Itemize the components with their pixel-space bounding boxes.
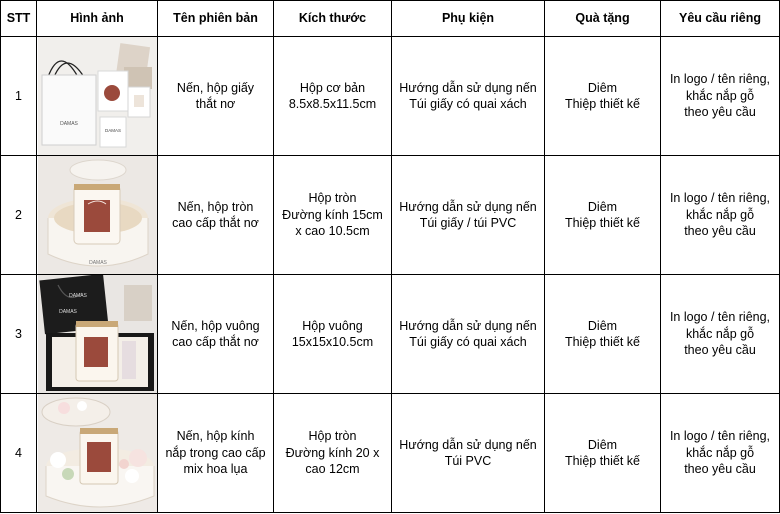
row-size: Hộp tròn Đường kính 20 x cao 12cm [274, 394, 392, 513]
svg-text:DAMAS: DAMAS [68, 293, 87, 299]
header-stt: STT [1, 1, 37, 37]
row-accessories: Hướng dẫn sử dụng nến Túi giấy có quai xách [392, 37, 545, 156]
product-photo-glass-box [38, 394, 157, 512]
header-size: Kích thước [274, 1, 392, 37]
row-image-cell [37, 275, 158, 394]
product-photo-paper-box [38, 37, 157, 155]
table-row [1, 37, 780, 156]
row-size: Hộp tròn Đường kính 15cm x cao 10.5cm [274, 156, 392, 275]
row-requests: In logo / tên riêng, khắc nắp gỗ theo yêu cầu [661, 275, 780, 394]
table-row [1, 275, 780, 394]
row-stt: 4 [1, 394, 37, 513]
row-image-cell [37, 37, 158, 156]
row-stt: 1 [1, 37, 37, 156]
row-name: Nến, hộp giấy thắt nơ [158, 37, 274, 156]
row-size: Hộp vuông 15x15x10.5cm [274, 275, 392, 394]
row-gifts: Diêm Thiệp thiết kế [545, 275, 661, 394]
table-row [1, 156, 780, 275]
product-photo-square-box [38, 275, 157, 393]
header-image: Hình ảnh [37, 1, 158, 37]
row-requests: In logo / tên riêng, khắc nắp gỗ theo yêu cầu [661, 37, 780, 156]
header-gifts: Quà tặng [545, 1, 661, 37]
row-gifts: Diêm Thiệp thiết kế [545, 394, 661, 513]
row-stt: 3 [1, 275, 37, 394]
row-accessories: Hướng dẫn sử dụng nến Túi PVC [392, 394, 545, 513]
row-stt: 2 [1, 156, 37, 275]
row-gifts: Diêm Thiệp thiết kế [545, 37, 661, 156]
header-name: Tên phiên bản [158, 1, 274, 37]
svg-text:DAMAS: DAMAS [59, 121, 78, 127]
header-requests: Yêu cầu riêng [661, 1, 780, 37]
product-photo-round-box [38, 156, 157, 274]
header-row [1, 1, 780, 37]
row-accessories: Hướng dẫn sử dụng nến Túi giấy / túi PVC [392, 156, 545, 275]
row-image-cell [37, 156, 158, 275]
row-accessories: Hướng dẫn sử dụng nến Túi giấy có quai xách [392, 275, 545, 394]
row-name: Nến, hộp kính nắp trong cao cấp mix hoa lụa [158, 394, 274, 513]
table-row [1, 394, 780, 513]
row-name: Nến, hộp vuông cao cấp thắt nơ [158, 275, 274, 394]
row-gifts: Diêm Thiệp thiết kế [545, 156, 661, 275]
row-requests: In logo / tên riêng, khắc nắp gỗ theo yêu cầu [661, 156, 780, 275]
row-size: Hộp cơ bản 8.5x8.5x11.5cm [274, 37, 392, 156]
row-requests: In logo / tên riêng, khắc nắp gỗ theo yêu cầu [661, 394, 780, 513]
row-name: Nến, hộp tròn cao cấp thắt nơ [158, 156, 274, 275]
row-image-cell [37, 394, 158, 513]
header-accessories: Phụ kiện [392, 1, 545, 37]
svg-text:DAMAS: DAMAS [104, 128, 121, 133]
svg-text:DAMAS: DAMAS [88, 260, 107, 266]
svg-text:DAMAS: DAMAS [58, 309, 77, 315]
